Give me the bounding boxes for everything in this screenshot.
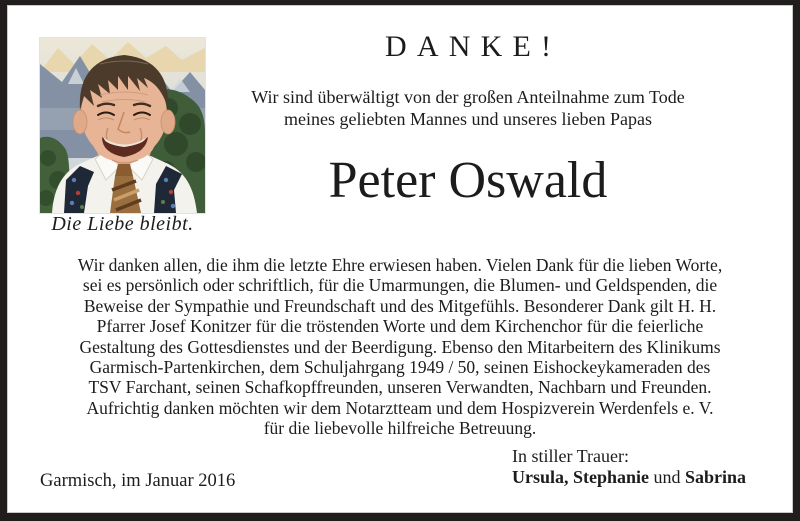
body-line: Garmisch-Partenkirchen, dem Schuljahrgang 1949 / 50, seinen Eishockeykameraden des <box>89 357 711 378</box>
headline: DANKE! <box>385 30 562 63</box>
dateline: Garmisch, im Januar 2016 <box>40 471 236 491</box>
intro-line: meines geliebten Mannes und unseres lieben Papas <box>284 109 652 129</box>
closing-block <box>512 446 746 488</box>
photo-caption: Die Liebe bleibt. <box>51 213 194 235</box>
mourner-name: Sabrina <box>685 467 747 487</box>
closing-salutation: In stiller Trauer: <box>512 446 629 466</box>
intro-line: Wir sind überwältigt von der großen Anteilnahme zum Tode <box>251 87 685 107</box>
body-line: für die liebevolle hilfreiche Betreuung. <box>263 418 537 439</box>
intro-text <box>230 86 706 130</box>
ear-right <box>161 110 175 134</box>
body-line: Gestaltung des Gottesdienstes und der Beerdigung. Ebenso den Mitarbeitern des Klinikums <box>79 336 721 357</box>
portrait-photo-illustration <box>40 38 205 213</box>
names-connector: und <box>649 467 686 487</box>
body-line: sei es persönlich oder schriftlich, für die Umarmungen, die Blumen- und Geldspenden, die <box>82 275 718 296</box>
mourners-names <box>512 467 746 488</box>
tie-knot <box>115 164 133 176</box>
portrait-photo <box>40 38 205 213</box>
body-line: Aufrichtig danken möchten wir dem Notarztteam und dem Hospizverein Werdenfels e. V. <box>86 397 714 418</box>
body-line: Wir danken allen, die ihm die letzte Ehre erwiesen haben. Vielen Dank für die lieben Worte, <box>77 255 723 275</box>
mourner-name: Ursula, Stephanie <box>512 467 650 487</box>
acknowledgement-paragraph <box>30 255 770 439</box>
body-line: Beweise der Sympathie und Freundschaft und des Mitgefühls. Besonderer Dank gilt H. H. <box>83 295 717 316</box>
body-line: TSV Farchant, seinen Schafkopffreunden, unseren Verwandten, Nachbarn und Freunden. <box>88 377 712 398</box>
ear-left <box>73 110 87 134</box>
deceased-name: Peter Oswald <box>328 152 608 209</box>
body-line: Pfarrer Josef Konitzer für die tröstenden Worte und dem Kirchenchor für die feierliche <box>96 316 704 337</box>
